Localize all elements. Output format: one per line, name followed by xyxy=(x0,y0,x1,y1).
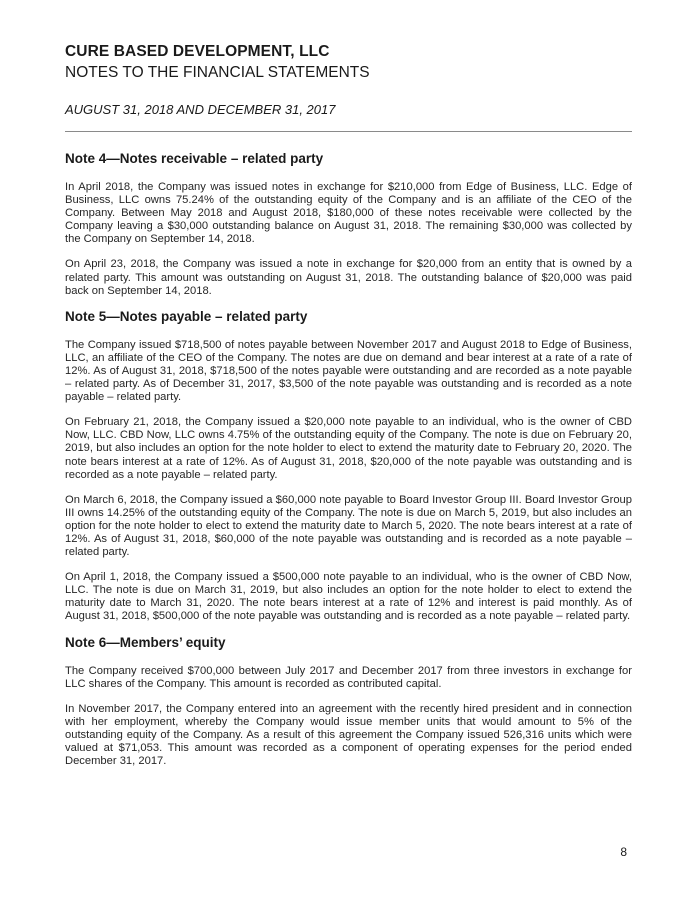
company-name: CURE BASED DEVELOPMENT, LLC xyxy=(65,43,330,60)
note-6-heading: Note 6—Members’ equity xyxy=(65,634,226,650)
document-header xyxy=(65,42,635,118)
note-5-section xyxy=(65,308,632,624)
note-5-heading: Note 5—Notes payable – related party xyxy=(65,308,308,324)
note-4-heading: Note 4—Notes receivable – related party xyxy=(65,151,324,166)
document-subtitle: NOTES TO THE FINANCIAL STATEMENTS xyxy=(65,64,370,81)
note-6-paragraph-2: In November 2017, the Company entered into an agreement with the recently hired president and in connection with her employment, whereby the Company would issue member units that would amount to 5% of the outstanding equity of the Company. As a result of this agreement the Company issued 526,316 units which were valued at $71,053. This amount was recorded as a component of operating expenses for the period ended December 31, 2017. xyxy=(65,702,632,768)
note-6-section xyxy=(65,634,632,769)
period-dates: AUGUST 31, 2018 AND DECEMBER 31, 2017 xyxy=(65,102,336,117)
note-4-section xyxy=(65,150,632,298)
page-number: 8 xyxy=(620,845,627,859)
note-5-paragraph-2: On February 21, 2018, the Company issued a $20,000 note payable to an individual, who is the owner of CBD Now, LLC. CBD Now, LLC owns 4.75% of the outstanding equity of the Company. The note is due on February 20, 2019, but also includes an option for the note holder to elect to extend the maturity date to February 20, 2020. The note bears interest at a rate of 12%. As of August 31, 2018, $20,000 of the note payable was outstanding and is recorded as a note payable – related party. xyxy=(65,416,632,481)
header-divider xyxy=(65,131,632,132)
note-4-paragraph-1: In April 2018, the Company was issued notes in exchange for $210,000 from Edge of Business, LLC. Edge of Business, LLC owns 75.24% of the outstanding equity of the Company and is an affiliate of the CEO of the Company. Between May 2018 and August 2018, $180,000 of these notes receivable were collected by the Company leaving a $30,000 outstanding balance on August 31, 2018. The remaining $30,000 was collected by the Company on September 14, 2018. xyxy=(65,181,632,246)
note-4-paragraph-2: On April 23, 2018, the Company was issued a note in exchange for $20,000 from an entity that is owned by a related party. This amount was outstanding on August 31, 2018. The outstanding balance of $20,000 was paid back on September 14, 2018. xyxy=(65,258,632,297)
note-6-paragraph-1: The Company received $700,000 between July 2017 and December 2017 from three investors in exchange for LLC shares of the Company. This amount is recorded as contributed capital. xyxy=(65,664,632,690)
note-5-paragraph-3: On March 6, 2018, the Company issued a $60,000 note payable to Board Investor Group III. Board Investor Group III owns 14.25% of the outstanding equity of the Company. The note is due on March 5, 2019, but also includes an option for the note holder to elect to extend the maturity date to March 5, 2020. The note bears interest at a rate of 12%. As of August 31, 2018, $60,000 of the note payable was outstanding and is recorded as a note payable – related party. xyxy=(65,493,632,559)
note-5-paragraph-4: On April 1, 2018, the Company issued a $500,000 note payable to an individual, who is the owner of CBD Now, LLC. The note is due on March 31, 2019, but also includes an option for the note holder to elect to extend the maturity date to March 31, 2020. The note bears interest at a rate of 12% and interest is paid monthly. As of August 31, 2018, $500,000 of the note payable was outstanding and is recorded as a note payable – related party. xyxy=(65,571,632,623)
note-5-paragraph-1: The Company issued $718,500 of notes payable between November 2017 and August 2018 to Edge of Business, LLC, an affiliate of the CEO of the Company. The notes are due on demand and bear interest at a rate of a rate of 12%. As of August 31, 2018, $718,500 of the notes payable were outstanding and are recorded as a note payable – related party. As of December 31, 2017, $3,500 of the note payable was outstanding and is recorded as a note payable – related party. xyxy=(65,338,632,404)
notes-body xyxy=(65,150,632,768)
